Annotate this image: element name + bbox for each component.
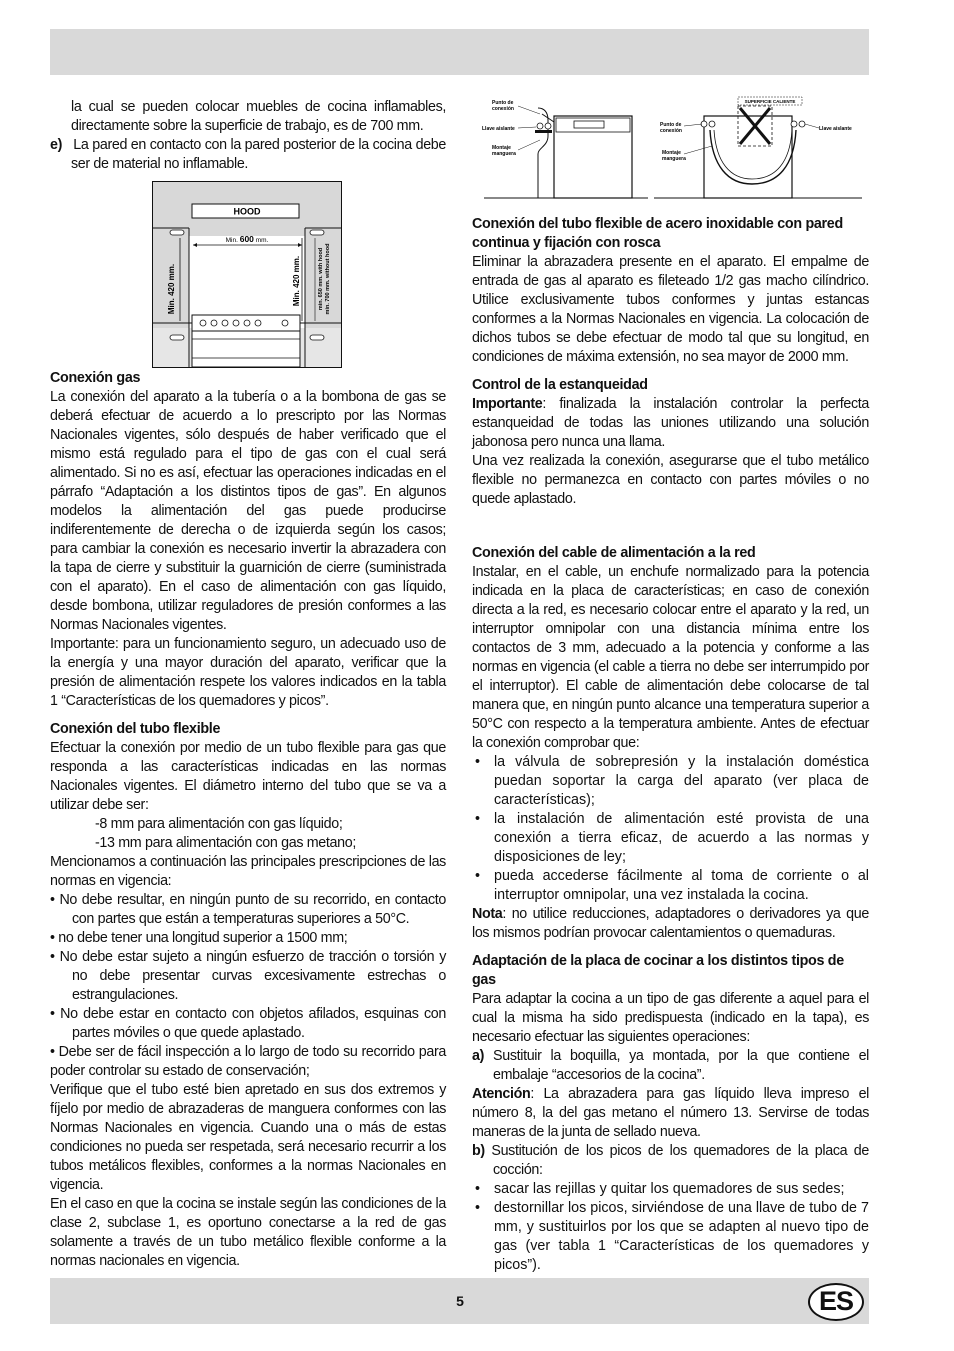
adaptation-paragraph: Para adaptar la cocina a un tipo de gas diferente a aquel para el cual la misma ha sido predispuesta (indicado en la tapa), es necesario efectuar las siguientes operaciones: bbox=[472, 991, 869, 1045]
prescription-item: • Debe ser de fácil inspección a lo largo de todo su recorrido para poder controlar su estado de conservación; bbox=[50, 1044, 446, 1079]
estanqueidad-title: Control de la estanqueidad bbox=[472, 377, 648, 393]
cable-check-item: • la instalación de alimentación esté provista de una conexión a tierra eficaz, de acuerdo a las normas y disposiciones de ley; bbox=[472, 810, 869, 867]
left-column bbox=[50, 98, 446, 1271]
nota-paragraph: Nota: no utilice reducciones, adaptadores o derivadores ya que los mismos podrían provocar calentamientos o quemaduras. bbox=[472, 906, 869, 941]
prescription-item: • no debe tener una longitud superior a 1500 mm; bbox=[50, 930, 348, 946]
step-b-item: • sacar las rejillas y quitar los quemadores de sus sedes; bbox=[472, 1180, 869, 1199]
svg-text:Montajemanguera: Montaje manguera bbox=[662, 150, 686, 162]
prescriptions-intro: Mencionamos a continuación las principales prescripciones de las normas en vigencia: bbox=[50, 854, 446, 889]
estanqueidad-important: Importante: finalizada la instalación controlar la perfecta estanqueidad de todas las uniones utilizando una solución jabonosa pero nunca una llama. bbox=[472, 396, 869, 450]
item-e: e) La pared en contacto con la pared posterior de la cocina debe ser de material no inflamable. bbox=[50, 137, 446, 172]
svg-text:Montajemanguera: Montaje manguera bbox=[492, 145, 516, 157]
estanqueidad-paragraph: Una vez realizada la conexión, asegurarse que el tubo metálico flexible no permanezca en contacto con partes móviles o no quede aplastado. bbox=[472, 453, 869, 507]
conexion-gas-title: Conexión gas bbox=[50, 370, 141, 386]
tubo-flexible-paragraph: Efectuar la conexión por medio de un tubo flexible para gas que responda a las características indicadas en las normas Nacionales vigentes. El diámetro interno del tubo que se va a utilizar debe ser: bbox=[50, 740, 446, 813]
hood-label: HOOD bbox=[233, 206, 261, 217]
verify-paragraph: Verifique que el tubo esté bien apretado en sus dos extremos y fíjelo por medio de abrazaderas de manguera conformes con las Normas Nacionales en vigencia. Cuando una o más de estas condiciones no pueda ser respetada, será necesario recurrir a los tubos metálicos flexibles, conformes a la normas Nacionales en vigencia. bbox=[50, 1082, 446, 1193]
svg-text:SUPERFICIE CALIENTE: SUPERFICIE CALIENTE bbox=[744, 99, 796, 104]
cable-check-item: • la válvula de sobrepresión y la instalación doméstica puedan soportar la carga del aparato (ver placa de características); bbox=[472, 753, 869, 810]
without-hood-label: min. 700 mm. without hood bbox=[325, 243, 331, 315]
prescription-item: • No debe estar en contacto con objetos afilados, esquinas con partes móviles o que quede aplastado. bbox=[50, 1006, 446, 1041]
inox-paragraph: Eliminar la abrazadera presente en el aparato. El empalme de entrada de gas al aparato es fileteado 1/2 gas macho cilíndrico. Utilice exclusivamente tubos conformes y juntas estancas conformes a la Normas Nacionales en vigencia. La colocación de dichos tubos se debe efectuar de modo tal que su longitud, en condiciones de máxima extensión, no sea mayor de 2000 mm. bbox=[472, 254, 869, 365]
class2-paragraph: En el caso en que la cocina se instale según las condiciones de la clase 2, subclase 1, es oportuno conectarse a la red de gas solamente a través de un tubo metálico flexible conforme a la normas nacionales en vigencia. bbox=[50, 1196, 446, 1269]
svg-text:Llave aislante: Llave aislante bbox=[819, 126, 852, 132]
svg-text:Punto deconexión: Punto de conexión bbox=[492, 100, 514, 112]
language-badge: ES bbox=[808, 1283, 864, 1321]
min-600-label: Min. 600 mm. bbox=[225, 234, 269, 244]
right-min-420-label: Min. 420 mm. bbox=[292, 255, 301, 307]
page-number: 5 bbox=[456, 1293, 464, 1309]
left-min-420-label: Min. 420 mm. bbox=[167, 263, 176, 315]
cooker-rear-right bbox=[704, 116, 792, 198]
atencion-paragraph: Atención: La abrazadera para gas líquido lleva impreso el número 8, la del gas metano el número 13. Servirse de todas maneras de la junta de sellado nueva. bbox=[472, 1086, 869, 1140]
step-b-item: • destornillar los picos, sirviéndose de una llave de tubo de 7 mm, y sustituirlos por los que se adapten al nuevo tipo de gas (ver tabla 1 “Características de los quemadores y picos”). bbox=[472, 1199, 869, 1275]
prescription-item: • No debe estar sujeto a ningún esfuerzo de tracción o torsión y no debe presentar curvas excesivamente estrechas o estrangulaciones. bbox=[50, 949, 446, 1003]
tube-diameter-methane: -13 mm para alimentación con gas metano; bbox=[95, 835, 356, 851]
adaptation-title: Adaptación de la placa de cocinar a los distintos tipos de gas bbox=[472, 953, 844, 988]
inox-title: Conexión del tubo flexible de acero inoxidable con pared continua y fijación con rosca bbox=[472, 216, 843, 251]
with-hood-label: min. 650 mm. with hood bbox=[318, 247, 324, 311]
conexion-gas-paragraph: La conexión del aparato a la tubería o a la bombona de gas se deberá efectuar de acuerdo a lo prescripto por las Normas Nacionales vigentes, sólo después de haber verificado que el mismo está regulado para el tipo de gas con el cual será alimentado. Si no es así, efectuar las operaciones indicadas en el párrafo “Adaptación a los distintos tipos de gas”. En algunos modelos la alimentación del gas puede producirse indiferentemente de derecha o de izquierda según los casos; para cambiar la conexión es necesario invertir la abrazadera con la tapa de cierre y substituir la guarnición de cierre (suministrada con el aparato). En el caso de alimentación con gas líquido, desde bombona, utilizar reguladores de presión conformes a las Normas Nacionales vigentes. bbox=[50, 389, 446, 633]
cable-title: Conexión del cable de alimentación a la red bbox=[472, 545, 756, 561]
prescription-item: • No debe resultar, en ningún punto de su recorrido, en contacto con partes que están a temperaturas superiores a 50°C. bbox=[50, 892, 446, 927]
cable-paragraph: Instalar, en el cable, un enchufe normalizado para la potencia indicada en la placa de características; en caso de conexión directa a la red, es necesario colocar entre el aparato y la red, un interruptor omnipolar con una distancia mínima entre los contactos de 3 mm, adecuado a la potencia y conforme a las normas en vigencia (el cable a tierra no debe ser interrumpido por el interruptor). El cable de alimentación debe colocarse de tal manera que, en ningún punto alcance una temperatura superior a 50°C con respecto a la temperatura ambiente. Antes de efectuar la conexión comprobar que: bbox=[472, 564, 869, 751]
conexion-gas-important: Importante: para un funcionamiento seguro, un adecuado uso de la energía y una mayor duración del aparato, verificar que la presión de alimentación respete los valores indicados en la tabla 1 “Características de los quemadores y picos”. bbox=[50, 636, 446, 709]
right-column bbox=[472, 215, 869, 1275]
header-band bbox=[50, 29, 869, 75]
step-b: b) Sustitución de los picos de los quemadores de la placa de cocción: bbox=[472, 1143, 870, 1178]
cable-check-item: • pueda accederse fácilmente al toma de corriente o al interruptor omnipolar, una vez instalada la cocina. bbox=[472, 867, 869, 905]
tubo-flexible-title: Conexión del tubo flexible bbox=[50, 721, 221, 737]
gas-connection-figure bbox=[478, 94, 866, 206]
tube-diameter-liquid: -8 mm para alimentación con gas líquido; bbox=[95, 816, 343, 832]
intro-continuation: la cual se pueden colocar muebles de cocina inflamables, directamente sobre la superficie de trabajo, es de 700 mm. bbox=[71, 99, 446, 134]
svg-text:Punto deconexión: Punto de conexión bbox=[660, 122, 682, 134]
step-a: a) Sustituir la boquilla, ya montada, por la que contiene el embalaje “accesorios de la cocina”. bbox=[472, 1048, 869, 1083]
svg-text:Llave aislante: Llave aislante bbox=[482, 126, 515, 132]
